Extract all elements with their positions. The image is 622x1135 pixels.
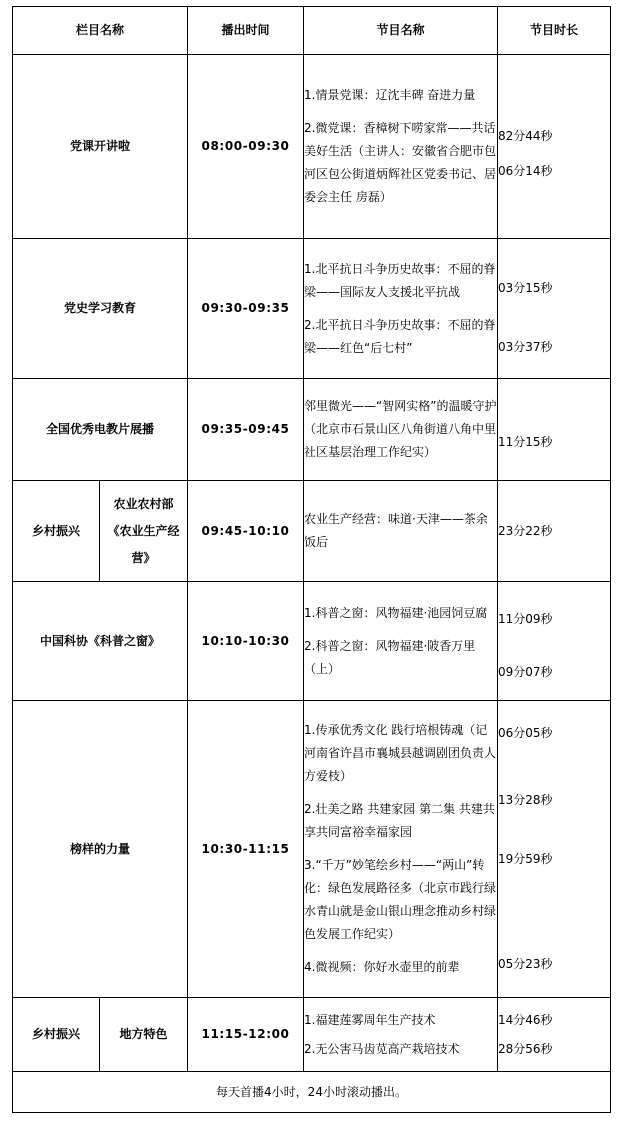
table-row xyxy=(13,379,611,481)
program-item: 邻里微光——“智网实格”的温暖守护（北京市石景山区八角街道八角中里社区基层治理工作纪实） xyxy=(304,399,497,459)
duration-item: 23分22秒 xyxy=(498,523,553,538)
footer-row xyxy=(13,1072,611,1113)
column-name-cell: 全国优秀电教片展播 xyxy=(13,379,188,481)
duration-item: 05分23秒 xyxy=(498,957,553,971)
program-item: 2.微党课：香樟树下唠家常——共话美好生活（主讲人：安徽省合肥市包河区包公街道炳辉社区党委书记、居委会主任 房磊） xyxy=(304,121,497,204)
duration-item: 11分09秒 xyxy=(498,612,553,626)
duration-cell xyxy=(498,379,611,481)
program-cell xyxy=(304,239,498,379)
air-time-cell: 11:15-12:00 xyxy=(188,998,304,1072)
program-item: 4.微视频：你好水壶里的前辈 xyxy=(304,960,460,974)
program-item: 1.情景党课：辽沈丰碑 奋进力量 xyxy=(304,88,476,102)
header-column-name: 栏目名称 xyxy=(13,7,188,55)
duration-item: 19分59秒 xyxy=(498,852,553,866)
schedule-table xyxy=(12,6,611,1113)
duration-item: 11分15秒 xyxy=(498,435,553,449)
table-row xyxy=(13,481,611,582)
program-item: 1.传承优秀文化 践行培根铸魂（记河南省许昌市襄城县越调剧团负责人方爱枝） xyxy=(304,723,497,783)
duration-cell xyxy=(498,582,611,701)
air-time-cell: 10:30-11:15 xyxy=(188,701,304,998)
duration-item: 03分15秒 xyxy=(498,280,553,295)
program-cell xyxy=(304,582,498,701)
sub-column-cell: 农业农村部《农业生产经营》 xyxy=(100,481,188,582)
air-time-cell: 10:10-10:30 xyxy=(188,582,304,701)
table-row xyxy=(13,582,611,701)
program-item: 2.无公害马齿苋高产栽培技术 xyxy=(304,1041,460,1056)
duration-cell xyxy=(498,998,611,1072)
program-item: 农业生产经营：味道·天津——茶余饭后 xyxy=(304,512,488,549)
program-item: 1.科普之窗：风物福建·池园饲豆腐 xyxy=(304,605,488,620)
column-name-cell: 中国科协《科普之窗》 xyxy=(13,582,188,701)
duration-item: 13分28秒 xyxy=(498,793,553,807)
duration-item: 14分46秒 xyxy=(498,1012,553,1027)
program-cell xyxy=(304,481,498,582)
table-row xyxy=(13,701,611,998)
column-name-cell: 党课开讲啦 xyxy=(13,55,188,239)
table-row xyxy=(13,998,611,1072)
header-duration: 节目时长 xyxy=(498,7,611,55)
program-cell xyxy=(304,379,498,481)
air-time-cell: 09:35-09:45 xyxy=(188,379,304,481)
sub-column-cell: 地方特色 xyxy=(100,998,188,1072)
program-item: 2.壮美之路 共建家园 第二集 共建共享共同富裕幸福家园 xyxy=(304,802,495,839)
duration-cell xyxy=(498,481,611,582)
air-time-cell: 08:00-09:30 xyxy=(188,55,304,239)
duration-item: 09分07秒 xyxy=(498,665,553,679)
duration-cell xyxy=(498,701,611,998)
duration-cell xyxy=(498,55,611,239)
header-air-time: 播出时间 xyxy=(188,7,304,55)
air-time-cell: 09:30-09:35 xyxy=(188,239,304,379)
program-cell xyxy=(304,701,498,998)
program-cell xyxy=(304,55,498,239)
duration-item: 82分44秒 xyxy=(498,128,553,143)
duration-item: 06分05秒 xyxy=(498,726,553,740)
header-program-name: 节目名称 xyxy=(304,7,498,55)
program-item: 1.福建莲雾周年生产技术 xyxy=(304,1012,436,1027)
duration-item: 03分37秒 xyxy=(498,339,553,354)
program-item: 3.“千万”妙笔绘乡村——“两山”转化：绿色发展路径多（北京市践行绿水青山就是金山银山理念推动乡村绿色发展工作纪实） xyxy=(304,858,497,941)
program-item: 2.科普之窗：风物福建·陂香万里（上） xyxy=(304,638,476,676)
column-name-cell: 乡村振兴 xyxy=(13,998,100,1072)
footer-note: 每天首播4小时，24小时滚动播出。 xyxy=(13,1072,611,1113)
table-row xyxy=(13,55,611,239)
duration-item: 06分14秒 xyxy=(498,163,553,178)
table-row xyxy=(13,239,611,379)
column-name-cell: 榜样的力量 xyxy=(13,701,188,998)
column-name-cell: 党史学习教育 xyxy=(13,239,188,379)
duration-item: 28分56秒 xyxy=(498,1041,553,1056)
column-name-cell: 乡村振兴 xyxy=(13,481,100,582)
program-item: 1.北平抗日斗争历史故事：不屈的脊梁——国际友人支援北平抗战 xyxy=(304,261,496,299)
air-time-cell: 09:45-10:10 xyxy=(188,481,304,582)
program-item: 2.北平抗日斗争历史故事：不屈的脊梁——红色“后七村” xyxy=(304,317,496,355)
duration-cell xyxy=(498,239,611,379)
program-cell xyxy=(304,998,498,1072)
header-row xyxy=(13,7,611,55)
